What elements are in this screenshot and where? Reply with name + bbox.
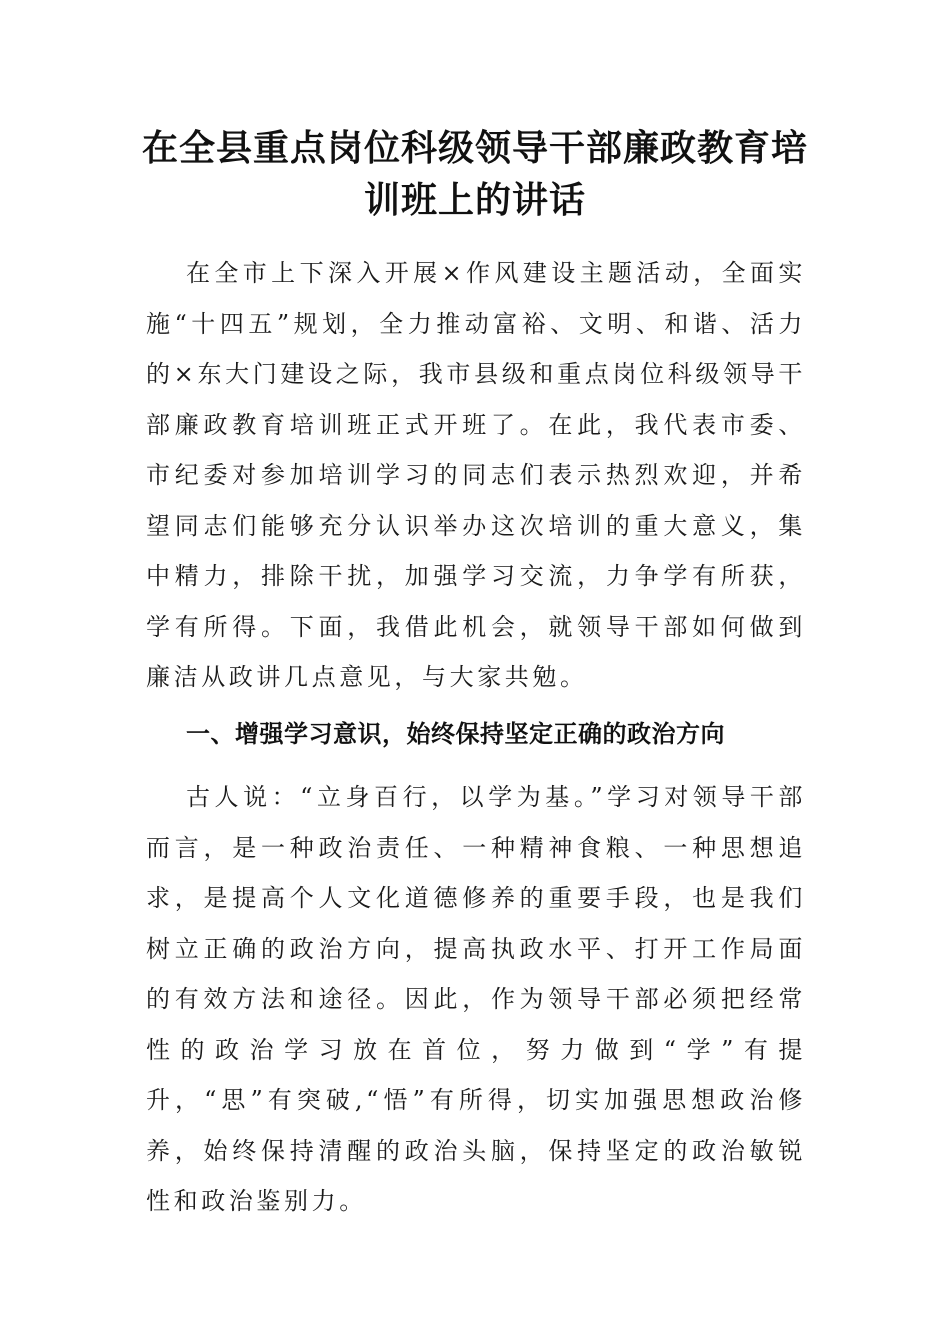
document-title: 在全县重点岗位科级领导干部廉政教育培训班上的讲话 [141,127,808,221]
section-1-paragraph: 古人说：“立身百行，以学为基。”学习对领导干部而言，是一种政治责任、一种精神食粮、一种思想追求，是提高个人文化道德修养的重要手段，也是我们树立正确的政治方向，提高执政水平、打开工作局面的有效方法和途径。因此，作为领导干部必须把经常性的政治学习放在首位，努力做到“学”有提升，“思”有突破,“悟”有所得，切实加强思想政治修养，始终保持清醒的政治头脑，保持坚定的政治敏锐性和政治鉴别力。 [146,783,806,1215]
section-heading-1: 一、增强学习意识，始终保持坚定正确的政治方向 [186,720,725,748]
intro-paragraph: 在全市上下深入开展×作风建设主题活动，全面实施“十四五”规划，全力推动富裕、文明、和谐、活力的×东大门建设之际，我市县级和重点岗位科级领导干部廉政教育培训班正式开班了。在此，我代表市委、市纪委对参加培训学习的同志们表示热烈欢迎，并希望同志们能够充分认识举办这次培训的重大意义，集中精力，排除干扰，加强学习交流，力争学有所获，学有所得。下面，我借此机会，就领导干部如何做到廉洁从政讲几点意见，与大家共勉。 [146,259,806,691]
